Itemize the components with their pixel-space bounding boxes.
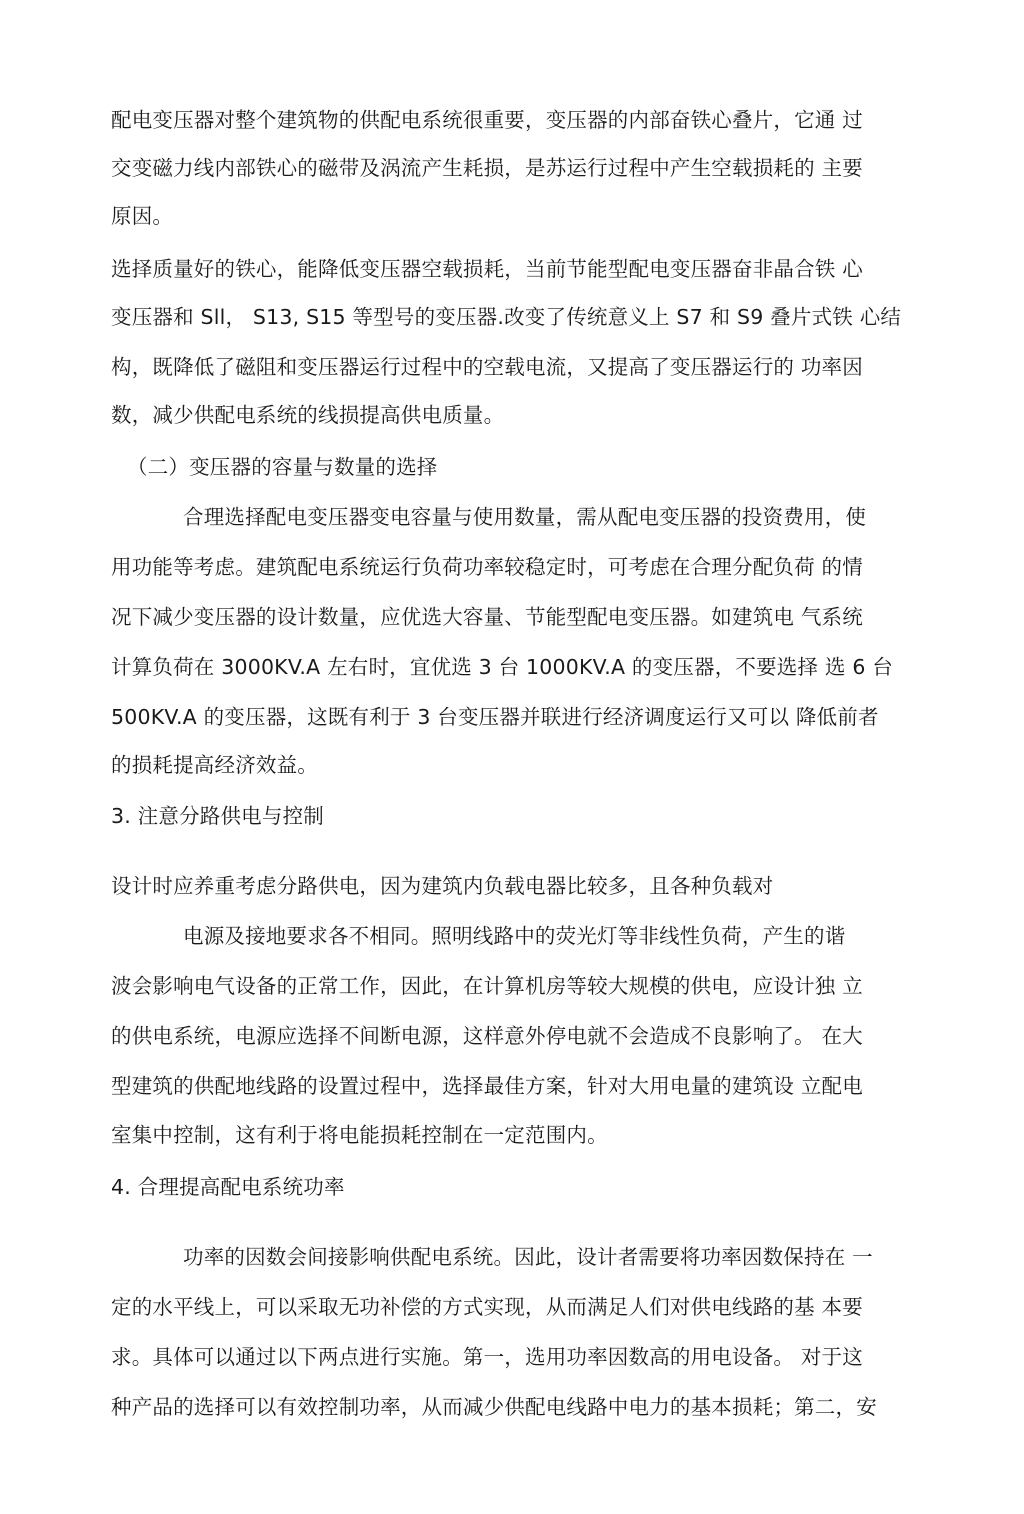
text-line: 合理选择配电变压器变电容量与使用数量，需从配电变压器的投资费用，使: [183, 505, 867, 529]
text-line: 求。具体可以通过以下两点进行实施。第一，选用功率因数高的用电设备。 对于这: [111, 1345, 863, 1369]
text-line: 型建筑的供配地线路的设置过程中，选择最佳方案，针对大用电量的建筑设 立配电: [111, 1074, 863, 1098]
section-heading: 3. 注意分路供电与控制: [111, 804, 324, 828]
text-line: 变压器和 Sll， S13, S15 等型号的变压器.改变了传统意义上 S7 和 S9 叠片式铁 心结: [111, 305, 902, 329]
text-line: 选择质量好的铁心，能降低变压器空载损耗，当前节能型配电变压器奋非晶合铁 心: [111, 257, 863, 281]
text-line: 电源及接地要求各不相同。照明线路中的荧光灯等非线性负荷，产生的谐: [183, 924, 846, 948]
text-line: 用功能等考虑。建筑配电系统运行负荷功率较稳定时，可考虑在合理分配负荷 的情: [111, 555, 863, 579]
text-line: 原因。: [111, 204, 174, 228]
text-line: 的供电系统，电源应选择不间断电源，这样意外停电就不会造成不良影响了。 在大: [111, 1024, 863, 1048]
text-line: 室集中控制，这有利于将电能损耗控制在一定范围内。: [111, 1123, 608, 1147]
text-line: 500KV.A 的变压器，这既有利于 3 台变压器并联进行经济调度运行又可以 降低前者: [111, 705, 879, 729]
text-line: 配电变压器对整个建筑物的供配电系统很重要，变压器的内部奋铁心叠片，它通 过: [111, 108, 863, 132]
text-line: 数，减少供配电系统的线损提高供电质量。: [111, 403, 505, 427]
text-line: 定的水平线上，可以采取无功补偿的方式实现，从而满足人们对供电线路的基 本要: [111, 1295, 863, 1319]
text-line: 构，既降低了磁阻和变压器运行过程中的空载电流，又提高了变压器运行的 功率因: [111, 355, 863, 379]
text-line: 况下减少变压器的设计数量，应优选大容量、节能型配电变压器。如建筑电 气系统: [111, 605, 863, 629]
text-line: 计算负荷在 3000KV.A 左右时，宜优选 3 台 1000KV.A 的变压器，不要选择 选 6 台: [111, 655, 894, 679]
section-heading: 4. 合理提高配电系统功率: [111, 1175, 345, 1199]
text-line: 设计时应养重考虑分路供电，因为建筑内负载电器比较多，且各种负载对: [111, 874, 774, 898]
text-line: 的损耗提高经济效益。: [111, 753, 318, 777]
section-heading: （二）变压器的容量与数量的选择: [127, 455, 438, 479]
text-line: 交变磁力线内部铁心的磁带及涡流产生耗损，是苏运行过程中产生空载损耗的 主要: [111, 156, 863, 180]
text-line: 波会影响电气设备的正常工作，因此，在计算机房等较大规模的供电，应设计独 立: [111, 974, 863, 998]
text-line: 功率的因数会间接影响供配电系统。因此，设计者需要将功率因数保持在 一: [183, 1245, 873, 1269]
text-line: 种产品的选择可以有效控制功率，从而减少供配电线路中电力的基本损耗；第二，安: [111, 1395, 877, 1419]
